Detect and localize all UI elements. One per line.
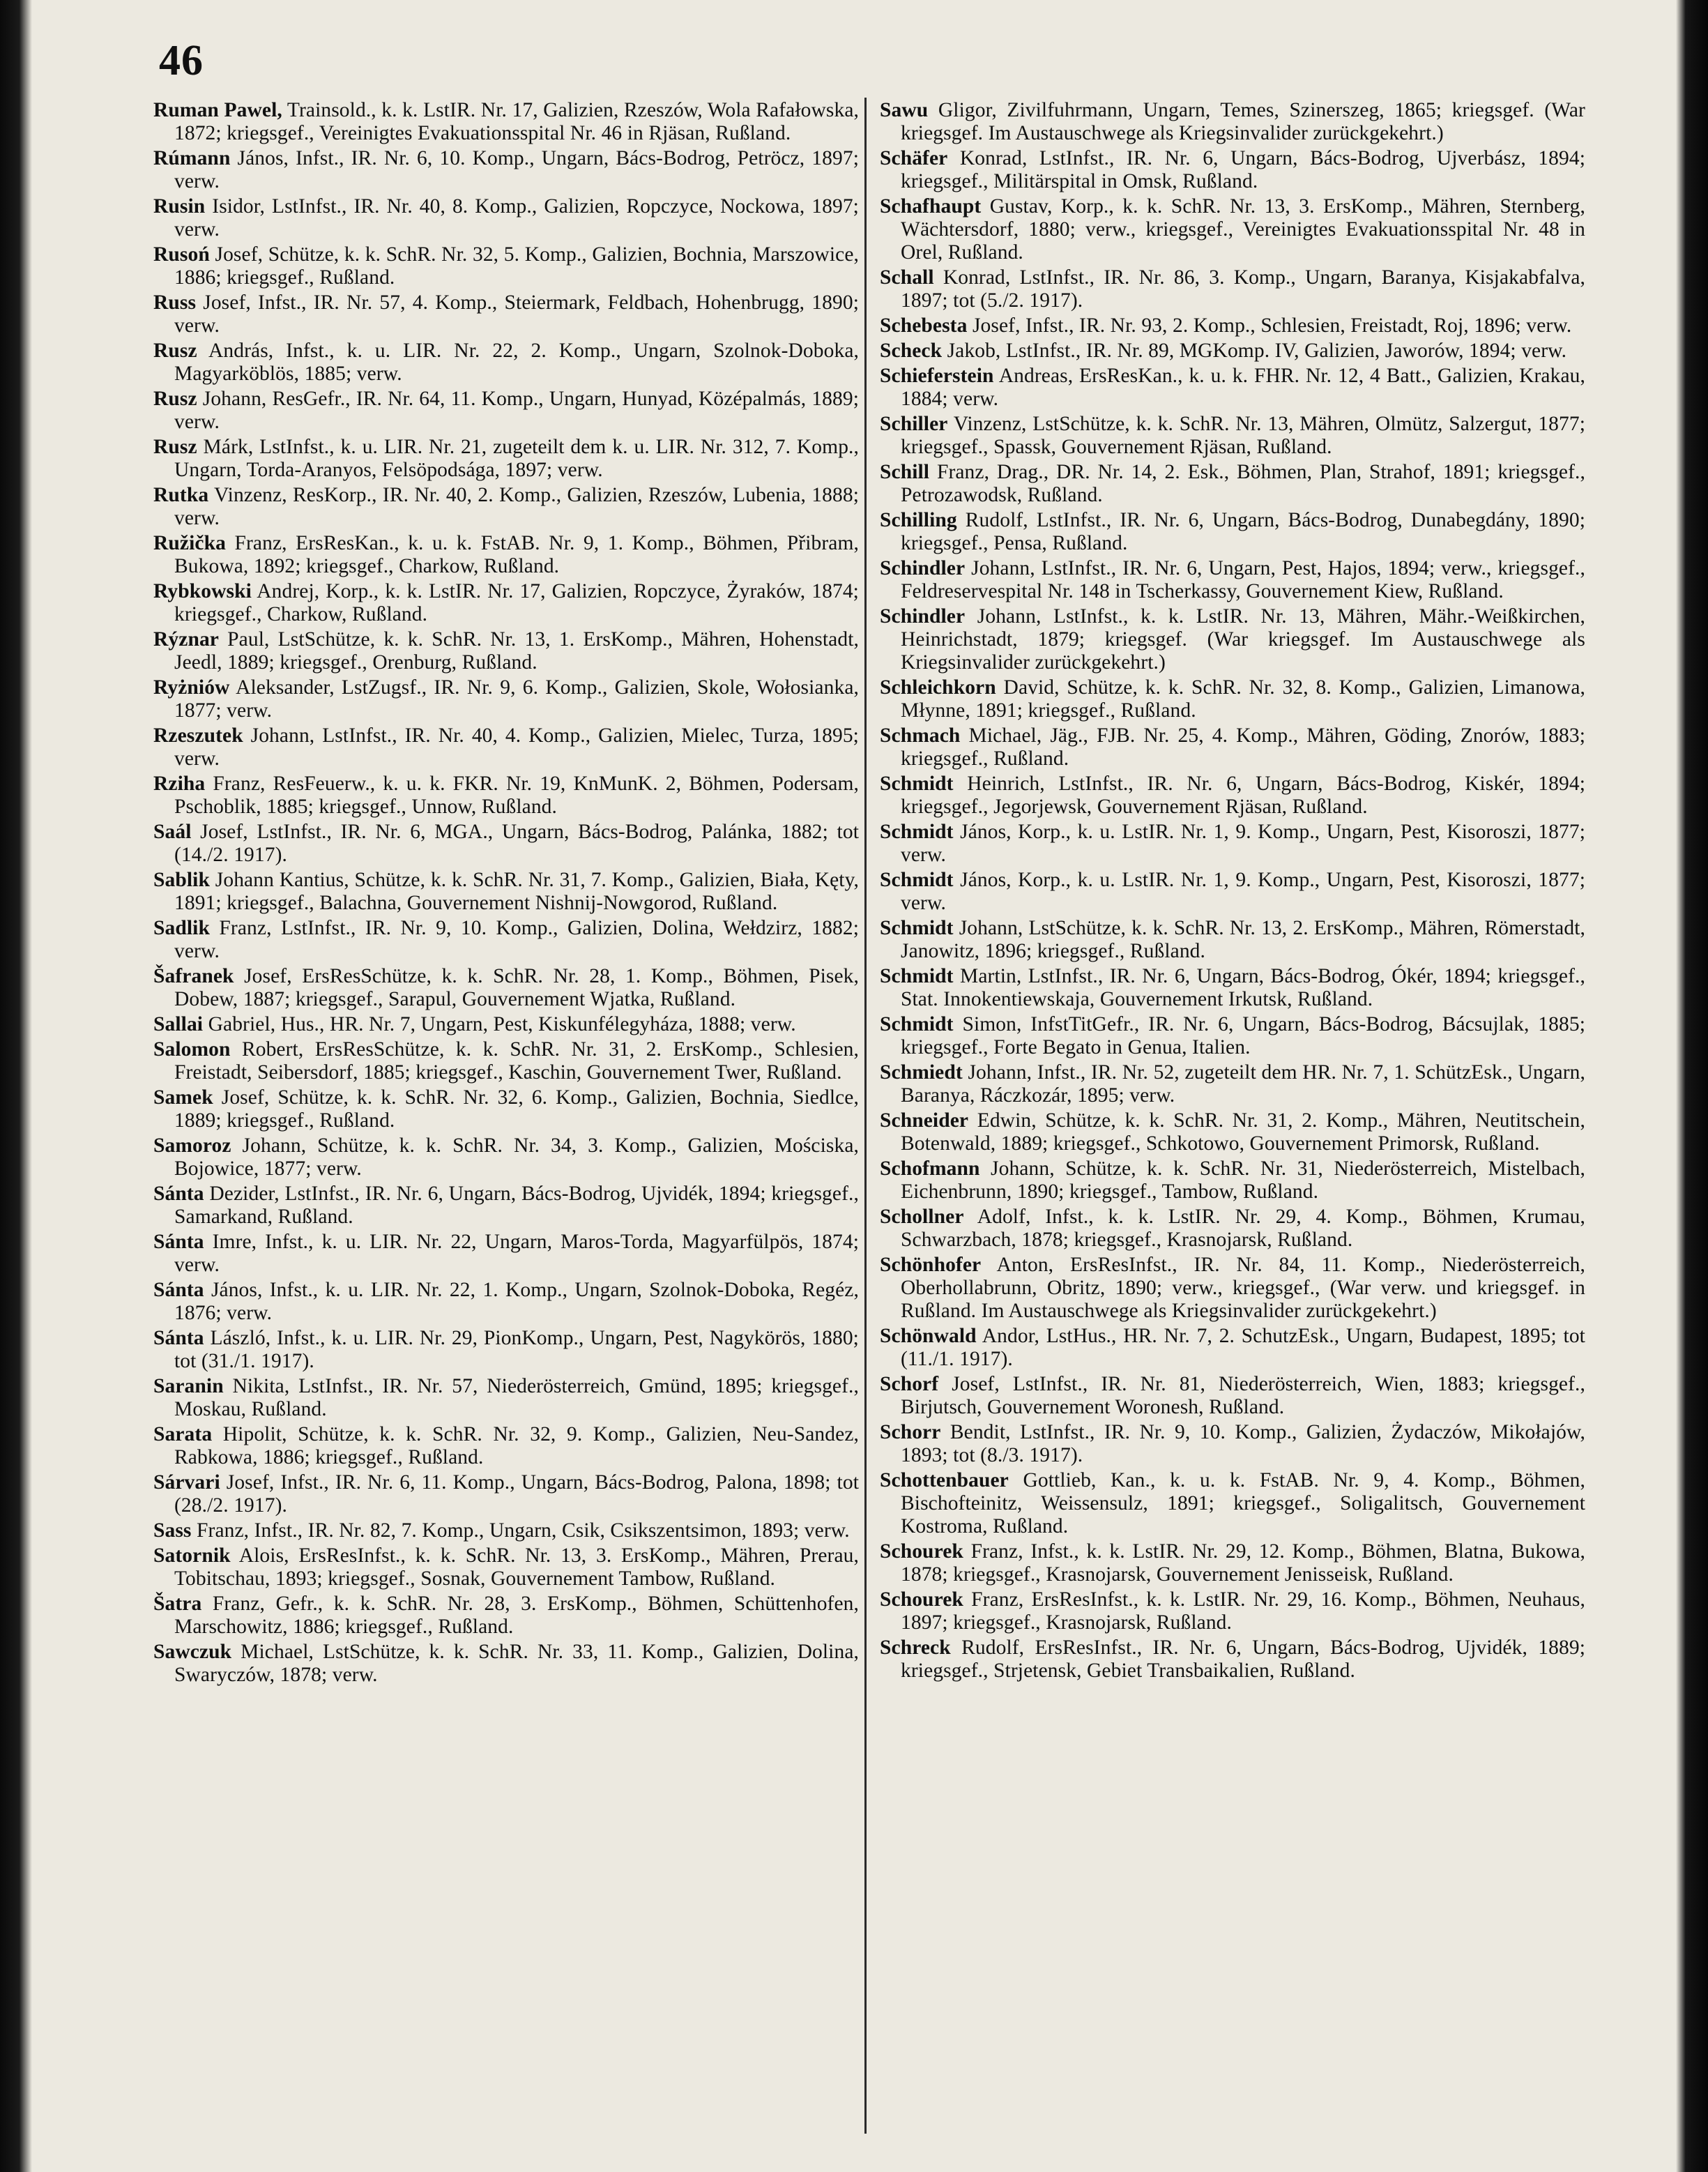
entry-details: Rudolf, ErsResInfst., IR. Nr. 6, Ungarn, Bács-Bodrog, Ujvidék, 1889; kriegsgef., Strjetensk, Gebiet Transbaikalien, Rußland. [901,1636,1585,1682]
list-entry [153,1544,859,1590]
entry-surname: Schollner [880,1206,964,1228]
list-entry [880,266,1585,312]
list-entry [153,1423,859,1469]
entry-surname: Samoroz [153,1134,231,1157]
entry-surname: Ryżniów [153,676,230,699]
scan-edge-right [1676,0,1708,2172]
entry-details: Paul, LstSchütze, k. k. SchR. Nr. 13, 1. ErsKomp., Mähren, Hohenstadt, Jeedl, 1889; kriegsgef., Orenburg, Rußland. [174,628,859,674]
entry-details: Franz, Infst., k. k. LstIR. Nr. 29, 12. Komp., Böhmen, Blatna, Bukowa, 1878; kriegsgef., Krasnojarsk, Gouvernement Jenisseisk, Rußland. [901,1540,1585,1586]
entry-surname: Schmach [880,724,961,747]
list-entry [880,461,1585,507]
list-entry [153,773,859,819]
entry-details: Franz, ResFeuerw., k. u. k. FKR. Nr. 19, KnMunK. 2, Böhmen, Podersam, Pschoblik, 1885; kriegsgef., Unnow, Rußland. [174,773,859,818]
list-entry [153,340,859,386]
entry-surname: Rzeszutek [153,724,243,747]
entry-details: Jakob, LstInfst., IR. Nr. 89, MGKomp. IV, Galizien, Jaworów, 1894; verw. [947,340,1567,362]
entry-details: Franz, ErsResKan., k. u. k. FstAB. Nr. 9, 1. Komp., Böhmen, Přibram, Bukowa, 1892; kriegsgef., Charkow, Rußland. [174,532,859,577]
entry-surname: Rúmann [153,147,231,169]
list-entry [880,340,1585,363]
entry-surname: Schmidt [880,917,954,939]
entry-details: Hipolit, Schütze, k. k. SchR. Nr. 32, 9. Komp., Galizien, Neu-Sandez, Rabkowa, 1886; kriegsgef., Rußland. [174,1423,859,1468]
entry-surname: Ruman Pawel, [153,99,282,121]
right-column [880,99,1585,1685]
entry-surname: Sarata [153,1423,213,1445]
list-entry [880,1013,1585,1059]
entry-details: Márk, LstInfst., k. u. LIR. Nr. 21, zugeteilt dem k. u. LIR. Nr. 312, 7. Komp., Ungarn, Torda-Aranyos, Felsöpodsága, 1897; verw. [174,436,859,481]
left-column [153,99,859,1689]
entry-surname: Sánta [153,1279,204,1301]
entry-details: András, Infst., k. u. LIR. Nr. 22, 2. Komp., Ungarn, Szolnok-Doboka, Magyarköblös, 1885; verw. [174,340,859,385]
entry-surname: Sárvari [153,1471,220,1494]
list-entry [153,1471,859,1517]
list-entry [153,1593,859,1639]
page-number: 46 [159,37,204,84]
entry-details: Johann, LstInfst., k. k. LstIR. Nr. 13, Mähren, Mähr.-Weißkirchen, Heinrichstadt, 1879; kriegsgef. (War kriegsgef. Im Austauschwege als Kriegsinvalider zurückgekehrt.) [901,605,1585,674]
entry-details: Anton, ErsResInfst., IR. Nr. 84, 11. Komp., Niederösterreich, Oberhollabrunn, Obritz, 1890; verw., kriegsgef., (War verw. und kriegsgef. in Rußland. Im Austauschwege als Kriegsinvalider zurückgekehrt.) [901,1254,1585,1322]
list-entry [153,147,859,193]
entry-details: Dezider, LstInfst., IR. Nr. 6, Ungarn, Bács-Bodrog, Ujvidék, 1894; kriegsgef., Samarkand, Rußland. [174,1183,859,1228]
list-entry [880,195,1585,264]
list-entry [880,1325,1585,1371]
scan-edge-left [0,0,32,2172]
entry-details: Gottlieb, Kan., k. u. k. FstAB. Nr. 9, 4. Komp., Böhmen, Bischofteinitz, Weissensulz, 1891; kriegsgef., Soligalitsch, Gouvernement Kostroma, Rußland. [901,1469,1585,1537]
entry-details: Franz, LstInfst., IR. Nr. 9, 10. Komp., Galizien, Dolina, Wełdzirz, 1882; verw. [174,917,859,962]
list-entry [153,1183,859,1229]
entry-details: Johann, Schütze, k. k. SchR. Nr. 31, Niederösterreich, Mistelbach, Eichenbrunn, 1890; kriegsgef., Tambow, Rußland. [901,1157,1585,1203]
list-entry [880,147,1585,193]
entry-surname: Schourek [880,1540,963,1563]
list-entry [880,821,1585,867]
list-entry [153,291,859,337]
entry-surname: Rusoń [153,243,210,266]
entry-details: Heinrich, LstInfst., IR. Nr. 6, Ungarn, Bács-Bodrog, Kiskér, 1894; kriegsgef., Jegorjewsk, Gouvernement Rjäsan, Rußland. [901,773,1585,818]
entry-details: Josef, LstInfst., IR. Nr. 81, Niederösterreich, Wien, 1883; kriegsgef., Birjutsch, Gouvernement Woronesh, Rußland. [901,1373,1585,1418]
entry-details: János, Korp., k. u. LstIR. Nr. 1, 9. Komp., Ungarn, Pest, Kisoroszi, 1877; verw. [901,821,1585,866]
list-entry [880,1588,1585,1634]
entry-details: Gustav, Korp., k. k. SchR. Nr. 13, 3. ErsKomp., Mähren, Sternberg, Wächtersdorf, 1880; verw., kriegsgef., Vereinigtes Evakuationsspital Nr. 48 in Orel, Rußland. [901,195,1585,264]
list-entry [153,195,859,241]
entry-surname: Schorf [880,1373,939,1395]
entry-details: János, Korp., k. u. LstIR. Nr. 1, 9. Komp., Ungarn, Pest, Kisoroszi, 1877; verw. [901,869,1585,914]
entry-surname: Sablik [153,869,210,891]
list-entry [153,1038,859,1084]
entry-details: Robert, ErsResSchütze, k. k. SchR. Nr. 31, 2. ErsKomp., Schlesien, Freistadt, Seibersdorf, 1885; kriegsgef., Kaschin, Gouvernement Twer, Rußland. [174,1038,859,1084]
entry-surname: Saranin [153,1375,224,1397]
entry-details: Johann, LstSchütze, k. k. SchR. Nr. 13, 2. ErsKomp., Mähren, Römerstadt, Janowitz, 1896; kriegsgef., Rußland. [901,917,1585,962]
entry-details: Josef, Schütze, k. k. SchR. Nr. 32, 6. Komp., Galizien, Bochnia, Siedlce, 1889; kriegsgef., Rußland. [174,1086,859,1132]
list-entry [153,1013,859,1036]
entry-details: Nikita, LstInfst., IR. Nr. 57, Niederösterreich, Gmünd, 1895; kriegsgef., Moskau, Rußland. [174,1375,859,1420]
entry-surname: Schindler [880,605,966,628]
entry-surname: Rybkowski [153,580,252,602]
entry-surname: Schorr [880,1421,941,1443]
entry-details: Gabriel, Hus., HR. Nr. 7, Ungarn, Pest, Kiskunfélegyháza, 1888; verw. [208,1013,796,1035]
entry-details: Isidor, LstInfst., IR. Nr. 40, 8. Komp., Galizien, Ropczyce, Nockowa, 1897; verw. [174,195,859,241]
entry-surname: Schreck [880,1636,951,1659]
entry-details: Franz, Drag., DR. Nr. 14, 2. Esk., Böhmen, Plan, Strahof, 1891; kriegsgef., Petrozawodsk, Rußland. [901,461,1585,506]
list-entry [153,965,859,1011]
entry-surname: Schebesta [880,314,968,337]
entry-surname: Schmidt [880,965,954,987]
entry-details: Andrej, Korp., k. k. LstIR. Nr. 17, Galizien, Ropczyce, Żyraków, 1874; kriegsgef., Charkow, Rußland. [174,580,859,625]
list-entry [153,1375,859,1421]
list-entry [153,1134,859,1180]
entry-details: Michael, LstSchütze, k. k. SchR. Nr. 33, 11. Komp., Galizien, Dolina, Swaryczów, 1878; verw. [174,1641,859,1686]
list-entry [880,1109,1585,1155]
entry-details: Andreas, ErsResKan., k. u. k. FHR. Nr. 12, 4 Batt., Galizien, Krakau, 1884; verw. [901,365,1585,410]
entry-details: László, Infst., k. u. LIR. Nr. 29, PionKomp., Ungarn, Pest, Nagykörös, 1880; tot (31./1. 1917). [174,1327,859,1372]
list-entry [153,724,859,770]
entry-details: Josef, ErsResSchütze, k. k. SchR. Nr. 28, 1. Komp., Böhmen, Pisek, Dobew, 1887; kriegsgef., Sarapul, Gouvernement Wjatka, Rußland. [174,965,859,1010]
list-entry [880,1206,1585,1252]
list-entry [153,821,859,867]
entry-details: Johann Kantius, Schütze, k. k. SchR. Nr. 31, 7. Komp., Galizien, Biała, Kęty, 1891; kriegsgef., Balachna, Gouvernement Nishnij-Nowgorod, Rußland. [174,869,859,914]
list-entry [153,628,859,674]
list-entry [880,557,1585,603]
entry-details: Johann, Infst., IR. Nr. 52, zugeteilt dem HR. Nr. 7, 1. SchützEsk., Ungarn, Baranya, Ráczkozár, 1895; verw. [901,1061,1585,1107]
entry-details: Simon, InfstTitGefr., IR. Nr. 6, Ungarn, Bács-Bodrog, Bácsujlak, 1885; kriegsgef., Forte Begato in Genua, Italien. [901,1013,1586,1058]
list-entry [880,1061,1585,1107]
list-entry [153,436,859,482]
entry-surname: Rusz [153,436,197,458]
list-entry [153,917,859,963]
entry-surname: Sawu [880,99,929,121]
entry-details: Vinzenz, ResKorp., IR. Nr. 40, 2. Komp., Galizien, Rzeszów, Lubenia, 1888; verw. [174,484,859,529]
entry-surname: Ružička [153,532,226,554]
list-entry [880,99,1585,145]
entry-surname: Scheck [880,340,943,362]
entry-details: Alois, ErsResInfst., k. k. SchR. Nr. 13, 3. ErsKomp., Mähren, Prerau, Tobitschau, 1893; kriegsgef., Sosnak, Gouvernement Tambow, Rußland. [174,1544,859,1590]
entry-details: Franz, Gefr., k. k. SchR. Nr. 28, 3. ErsKomp., Böhmen, Schüttenhofen, Marschowitz, 1886; kriegsgef., Rußland. [174,1593,859,1638]
entry-surname: Schäfer [880,147,948,169]
list-entry [153,99,859,145]
list-entry [153,676,859,722]
entry-surname: Schmidt [880,1013,954,1035]
entry-details: Edwin, Schütze, k. k. SchR. Nr. 31, 2. Komp., Mähren, Neutitschein, Botenwald, 1889; kriegsgef., Schkotowo, Gouvernement Primorsk, Rußland. [901,1109,1585,1155]
entry-surname: Šafranek [153,965,234,987]
list-entry [153,1231,859,1277]
list-entry [153,1327,859,1373]
entry-surname: Sánta [153,1183,204,1205]
entry-details: Martin, LstInfst., IR. Nr. 6, Ungarn, Bács-Bodrog, Ókér, 1894; kriegsgef., Stat. Innokentiewskaja, Gouvernement Irkutsk, Rußland. [901,965,1585,1010]
entry-surname: Rziha [153,773,206,795]
entry-details: David, Schütze, k. k. SchR. Nr. 32, 8. Komp., Galizien, Limanowa, Młynne, 1891; kriegsgef., Rußland. [901,676,1585,722]
entry-details: Aleksander, LstZugsf., IR. Nr. 9, 6. Komp., Galizien, Skole, Wołosianka, 1877; verw. [174,676,859,722]
entry-details: Johann, LstInfst., IR. Nr. 40, 4. Komp., Galizien, Mielec, Turza, 1895; verw. [174,724,859,770]
entry-surname: Schönhofer [880,1254,982,1276]
list-entry [153,1641,859,1687]
list-entry [880,1157,1585,1203]
list-entry [153,484,859,530]
list-entry [153,869,859,915]
list-entry [153,388,859,434]
entry-surname: Sadlik [153,917,210,939]
entry-surname: Sánta [153,1327,204,1349]
entry-details: Trainsold., k. k. LstIR. Nr. 17, Galizien, Rzeszów, Wola Rafałowska, 1872; kriegsgef., Vereinigtes Evakuationsspital Nr. 46 in Rjäsan, Rußland. [174,99,859,144]
entry-surname: Schmidt [880,869,954,891]
entry-surname: Schönwald [880,1325,977,1347]
entry-surname: Saál [153,821,192,843]
entry-surname: Salomon [153,1038,231,1061]
entry-surname: Rusz [153,340,197,362]
entry-surname: Schmiedt [880,1061,963,1084]
entry-details: Gligor, Zivilfuhrmann, Ungarn, Temes, Szinerszeg, 1865; kriegsgef. (War kriegsgef. Im Austauschwege als Kriegsinvalider zurückgekehrt.) [901,99,1585,144]
entry-surname: Schleichkorn [880,676,996,699]
entry-surname: Schottenbauer [880,1469,1009,1491]
entry-surname: Russ [153,291,197,314]
entry-details: Johann, ResGefr., IR. Nr. 64, 11. Komp., Ungarn, Hunyad, Középalmás, 1889; verw. [174,388,859,433]
list-entry [880,509,1585,555]
list-entry [880,605,1585,674]
list-entry [153,1519,859,1542]
entry-details: Josef, LstInfst., IR. Nr. 6, MGA., Ungarn, Bács-Bodrog, Palánka, 1882; tot (14./2. 1917). [174,821,859,866]
entry-details: Josef, Schütze, k. k. SchR. Nr. 32, 5. Komp., Galizien, Bochnia, Marszowice, 1886; kriegsgef., Rußland. [174,243,859,289]
entry-surname: Samek [153,1086,213,1109]
entry-surname: Schill [880,461,930,483]
entry-details: Imre, Infst., k. u. LIR. Nr. 22, Ungarn, Maros-Torda, Magyarfülpös, 1874; verw. [174,1231,859,1276]
entry-details: Bendit, LstInfst., IR. Nr. 9, 10. Komp., Galizien, Żydaczów, Mikołajów, 1893; tot (8./3. 1917). [901,1421,1585,1466]
entry-surname: Schourek [880,1588,963,1611]
entry-surname: Sass [153,1519,192,1542]
list-entry [880,1540,1585,1586]
entry-surname: Rusin [153,195,206,218]
entry-details: Josef, Infst., IR. Nr. 93, 2. Komp., Schlesien, Freistadt, Roj, 1896; verw. [972,314,1572,337]
entry-details: János, Infst., IR. Nr. 6, 10. Komp., Ungarn, Bács-Bodrog, Petröcz, 1897; verw. [174,147,859,192]
entry-surname: Schneider [880,1109,969,1132]
entry-surname: Schiller [880,413,948,435]
entry-details: Franz, ErsResInfst., k. k. LstIR. Nr. 29, 16. Komp., Böhmen, Neuhaus, 1897; kriegsgef., Krasnojarsk, Rußland. [901,1588,1585,1634]
list-entry [153,1086,859,1132]
entry-surname: Schafhaupt [880,195,982,218]
entry-surname: Schieferstein [880,365,994,387]
entry-details: Adolf, Infst., k. k. LstIR. Nr. 29, 4. Komp., Böhmen, Krumau, Schwarzbach, 1878; kriegsgef., Krasnojarsk, Rußland. [901,1206,1585,1251]
entry-surname: Schindler [880,557,966,579]
entry-surname: Schmidt [880,773,954,795]
entry-details: Johann, Schütze, k. k. SchR. Nr. 34, 3. Komp., Galizien, Mościska, Bojowice, 1877; verw. [174,1134,859,1180]
entry-surname: Schall [880,266,934,289]
list-entry [153,243,859,289]
entry-surname: Satornik [153,1544,231,1567]
entry-details: Rudolf, LstInfst., IR. Nr. 6, Ungarn, Bács-Bodrog, Dunabegdány, 1890; kriegsgef., Pensa, Rußland. [901,509,1585,554]
entry-details: Josef, Infst., IR. Nr. 6, 11. Komp., Ungarn, Bács-Bodrog, Palona, 1898; tot (28./2. 1917). [174,1471,859,1517]
list-entry [880,676,1585,722]
entry-surname: Sánta [153,1231,204,1253]
entry-surname: Rýznar [153,628,219,651]
entry-details: Johann, LstInfst., IR. Nr. 6, Ungarn, Pest, Hajos, 1894; verw., kriegsgef., Feldreservespital Nr. 148 in Tscherkassy, Gouvernement Kiew, Rußland. [901,557,1586,602]
entry-details: János, Infst., k. u. LIR. Nr. 22, 1. Komp., Ungarn, Szolnok-Doboka, Regéz, 1876; verw. [174,1279,859,1324]
list-entry [880,1421,1585,1467]
list-entry [880,365,1585,411]
entry-details: Andor, LstHus., HR. Nr. 7, 2. SchutzEsk., Ungarn, Budapest, 1895; tot (11./1. 1917). [901,1325,1585,1370]
list-entry [153,1279,859,1325]
entry-details: Michael, Jäg., FJB. Nr. 25, 4. Komp., Mähren, Göding, Znorów, 1883; kriegsgef., Rußland. [901,724,1585,770]
entry-surname: Rutka [153,484,209,506]
entry-surname: Sallai [153,1013,204,1035]
entry-surname: Schofmann [880,1157,980,1180]
column-divider [864,98,867,2134]
entry-surname: Rusz [153,388,197,410]
list-entry [880,724,1585,770]
entry-details: Josef, Infst., IR. Nr. 57, 4. Komp., Steiermark, Feldbach, Hohenbrugg, 1890; verw. [174,291,859,337]
list-entry [153,532,859,578]
entry-details: Franz, Infst., IR. Nr. 82, 7. Komp., Ungarn, Csik, Csikszentsimon, 1893; verw. [197,1519,850,1542]
list-entry [153,580,859,626]
entry-surname: Schilling [880,509,957,531]
list-entry [880,1254,1585,1323]
list-entry [880,1373,1585,1419]
list-entry [880,869,1585,915]
entry-surname: Sawczuk [153,1641,232,1663]
list-entry [880,773,1585,819]
entry-surname: Šatra [153,1593,202,1615]
entry-surname: Schmidt [880,821,954,843]
list-entry [880,1469,1585,1538]
list-entry [880,314,1585,337]
list-entry [880,917,1585,963]
list-entry [880,965,1585,1011]
entry-details: Konrad, LstInfst., IR. Nr. 86, 3. Komp., Ungarn, Baranya, Kisjakabfalva, 1897; tot (5./2. 1917). [901,266,1585,312]
entry-details: Vinzenz, LstSchütze, k. k. SchR. Nr. 13, Mähren, Olmütz, Salzergut, 1877; kriegsgef., Spassk, Gouvernement Rjäsan, Rußland. [901,413,1585,458]
list-entry [880,1636,1585,1683]
list-entry [880,413,1585,459]
entry-details: Konrad, LstInfst., IR. Nr. 6, Ungarn, Bács-Bodrog, Ujverbász, 1894; kriegsgef., Militärspital in Omsk, Rußland. [901,147,1585,192]
